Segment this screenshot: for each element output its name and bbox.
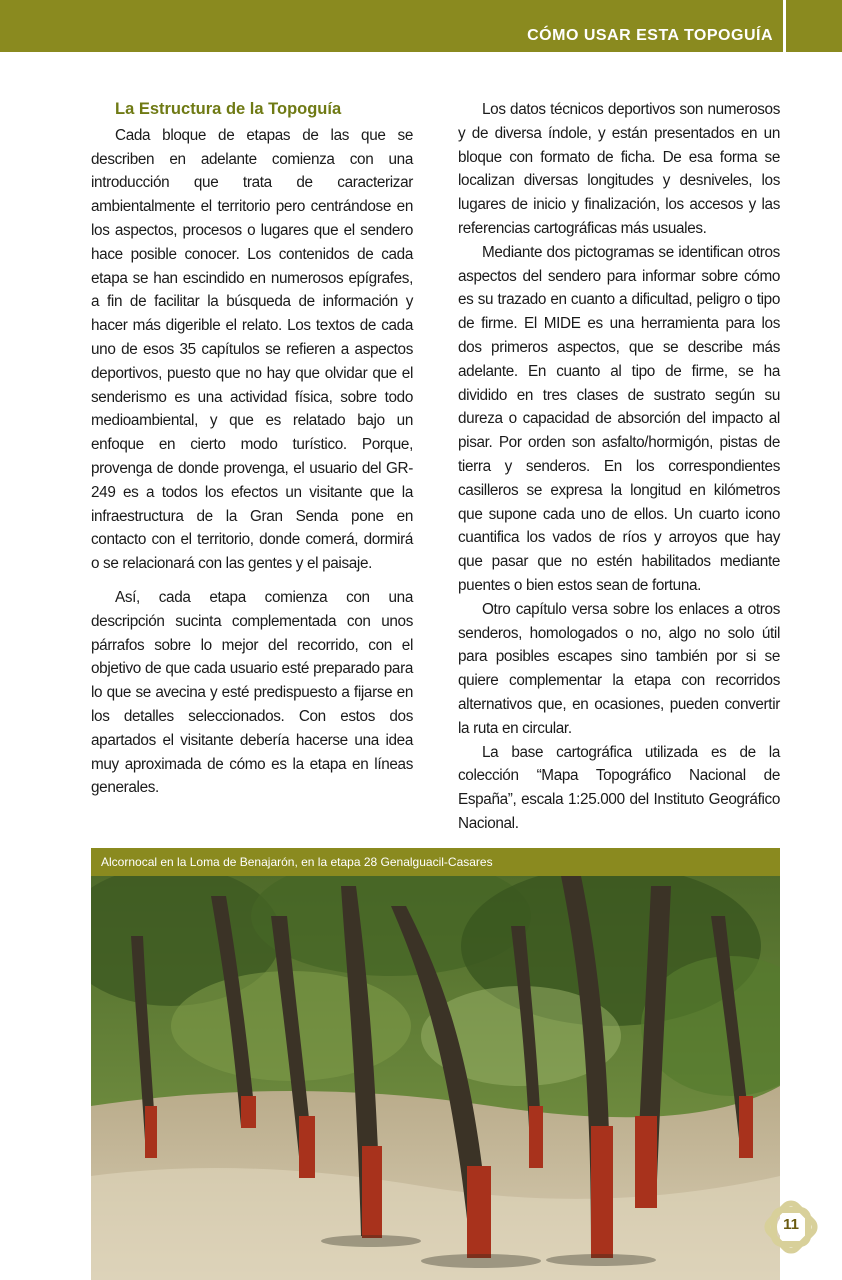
photo-figure xyxy=(91,848,780,1280)
cork-oak-forest-photo xyxy=(91,876,780,1280)
paragraph: Otro capítulo versa sobre los enlaces a otros senderos, homologados o no, algo no solo útil para posibles escapes sino también por si se quiere complementar la etapa con recorridos alternativos que, en ocasiones, pueden convertir la ruta en circular. xyxy=(458,600,780,737)
paragraph: Los datos técnicos deportivos son numerosos y de diversa índole, y están presentados en un bloque con formato de ficha. De esa forma se localizan diversas longitudes y desniveles, los lugares de inicio y finalización, los accesos y las referencias cartográficas más usuales. xyxy=(458,101,780,237)
caption-bar xyxy=(91,848,780,876)
paragraph: La base cartográfica utilizada es de la colección “Mapa Topográfico Nacional de España”, escala 1:25.000 del Instituto Geográfico Nacional. xyxy=(458,743,780,832)
left-column xyxy=(91,98,413,800)
section-heading: La Estructura de la Topoguía xyxy=(115,100,342,118)
section-title: CÓMO USAR ESTA TOPOGUÍA xyxy=(527,27,773,44)
page-number: 11 xyxy=(783,1216,799,1233)
paragraph: Cada bloque de etapas de las que se describen en adelante comienza con una introducción que trata de caracterizar ambientalmente el territorio pero centrándose en los aspectos, procesos o lugares que el sendero hace posible conocer. Los contenidos de cada etapa se han escindido en numerosos epígrafes, a fin de facilitar la búsqueda de información y hacer más digerible el relato. Los textos de cada uno de esos 35 capítulos se refieren a aspectos deportivos, puesto que no hay que olvidar que el senderismo es una actividad física, sobre todo medioambiental, y que es relatado bajo un enfoque en cierto modo turístico. Porque, provenga de donde provenga, el usuario del GR-249 es a todos los efectos un visitante que la infraestructura de la Gran Senda pone en contacto con el territorio, donde comerá, dormirá o se relacionará con las gentes y el paisaje. xyxy=(91,126,413,573)
header-bar xyxy=(0,0,783,52)
page-number-badge xyxy=(758,1194,824,1260)
right-column xyxy=(458,98,780,836)
paragraph: Mediante dos pictogramas se identifican otros aspectos del sendero para informar sobre cómo es su trazado en cuanto a dificultad, peligro o tipo de firme. El MIDE es una herramienta para los dos primeros aspectos, que se describe más adelante. En cuanto al tipo de firme, se ha dividido en tres clases de sustrato según su dureza o capacidad de absorción del impacto al pisar. Por orden son asfalto/hormigón, pistas de tierra y senderos. En los correspondientes casilleros se expresa la longitud en kilómetros que supone cada uno de ellos. Un cuarto icono cuantifica los vados de ríos y arroyos que hay que pasar que no estén habilitados mediante puentes o bien estos sean de fortuna. xyxy=(458,243,780,594)
header-bar-cap xyxy=(786,0,842,52)
photo-caption: Alcornocal en la Loma de Benajarón, en la etapa 28 Genalguacil-Casares xyxy=(101,855,493,869)
paragraph: Así, cada etapa comienza con una descripción sucinta complementada con unos párrafos sobre lo mejor del recorrido, con el objetivo de que cada usuario esté preparado para lo que se avecina y esté predispuesto a fijarse en los detalles seleccionados. Con estos dos apartados el visitante debería hacerse una idea muy aproximada de cómo es la etapa en líneas generales. xyxy=(91,588,413,797)
